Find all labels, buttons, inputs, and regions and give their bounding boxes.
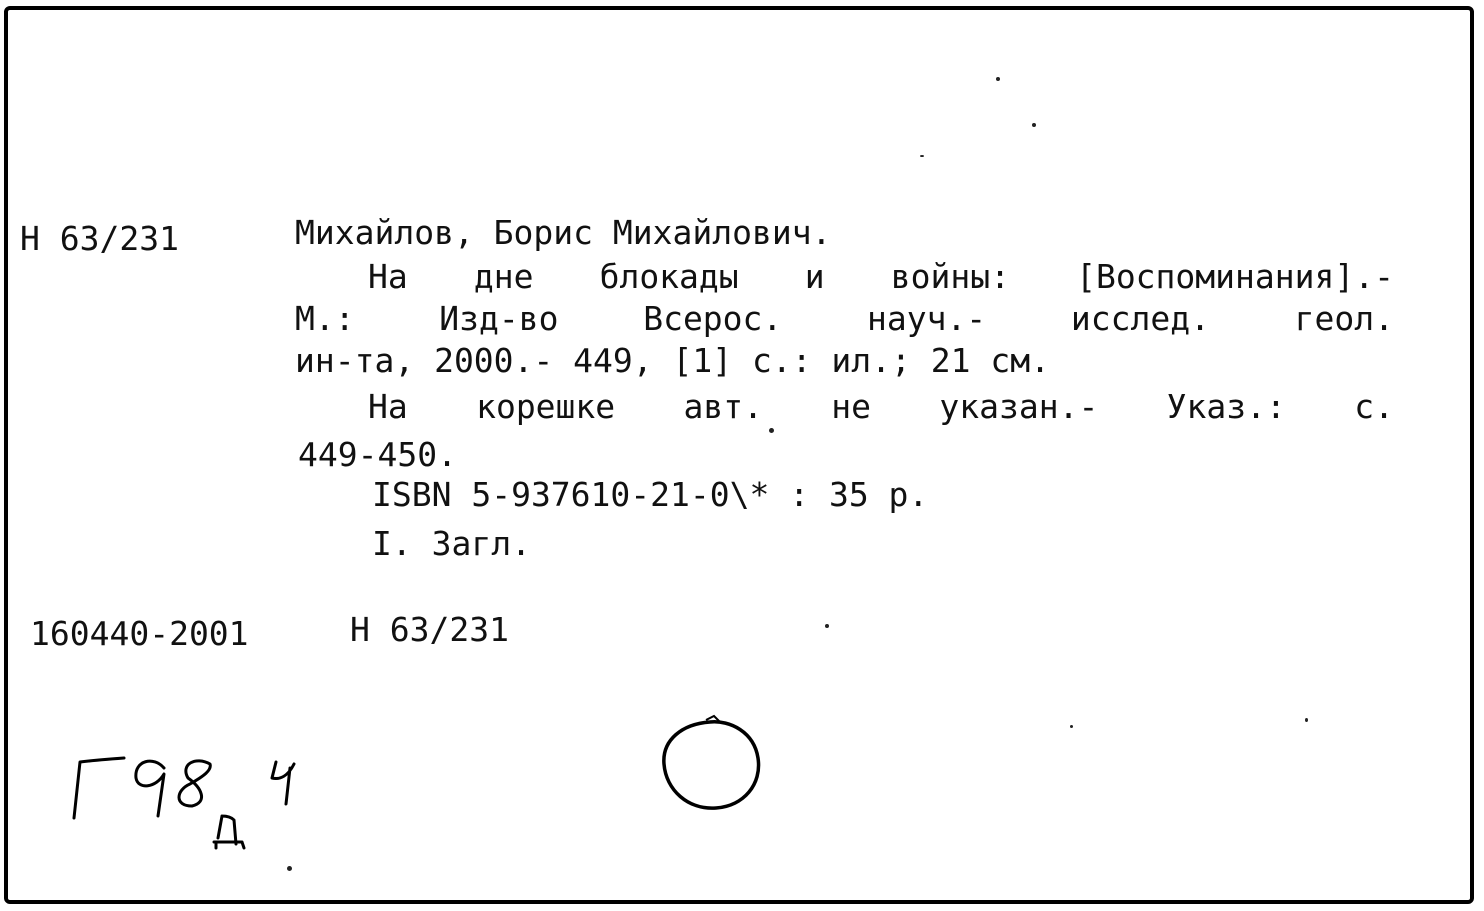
note-word: указан.- [939, 387, 1099, 426]
speck [769, 428, 774, 433]
imprint-word: Всерос. [643, 299, 783, 338]
imprint-line-continued: ин-та, 2000.- 449, [1] с.: ил.; 21 см. [295, 341, 1050, 380]
circle-mark [658, 714, 768, 814]
speck [287, 866, 292, 871]
isbn-line: ISBN 5-937610-21-0\* : 35 р. [372, 475, 929, 514]
title-word: [Воспоминания].- [1076, 257, 1394, 296]
accession-number: 160440-2001 [30, 614, 249, 653]
speck [1070, 725, 1073, 728]
note-word: авт. [683, 387, 763, 426]
title-word: дне [473, 257, 534, 296]
imprint-word: исслед. [1070, 299, 1210, 338]
title-line [368, 257, 1394, 296]
imprint-word: М.: [295, 299, 355, 338]
note-word: Указ.: [1166, 387, 1286, 426]
title-word: и [804, 257, 825, 296]
speck [920, 155, 924, 157]
note-word: корешке [476, 387, 616, 426]
footer-call-number: Н 63/231 [350, 610, 509, 649]
tracing-line: I. Загл. [372, 524, 531, 563]
note-line [368, 387, 1394, 426]
imprint-word: Изд-во [439, 299, 559, 338]
note-word: не [831, 387, 872, 426]
note-word: На [368, 387, 408, 426]
title-word: войны: [890, 257, 1010, 296]
speck [1305, 718, 1308, 722]
imprint-word: геол. [1294, 299, 1394, 338]
note-line-continued: 449-450. [298, 435, 457, 474]
handwritten-mark [66, 750, 306, 850]
imprint-word: науч.- [866, 299, 987, 338]
call-number: Н 63/231 [20, 219, 179, 258]
note-word: с. [1354, 387, 1394, 426]
imprint-line [295, 299, 1394, 338]
speck [825, 624, 829, 628]
speck [996, 77, 1000, 81]
speck [1032, 123, 1036, 127]
author-heading: Михайлов, Борис Михайлович. [295, 213, 832, 252]
title-word: блокады [599, 257, 739, 296]
title-word: На [368, 257, 408, 296]
